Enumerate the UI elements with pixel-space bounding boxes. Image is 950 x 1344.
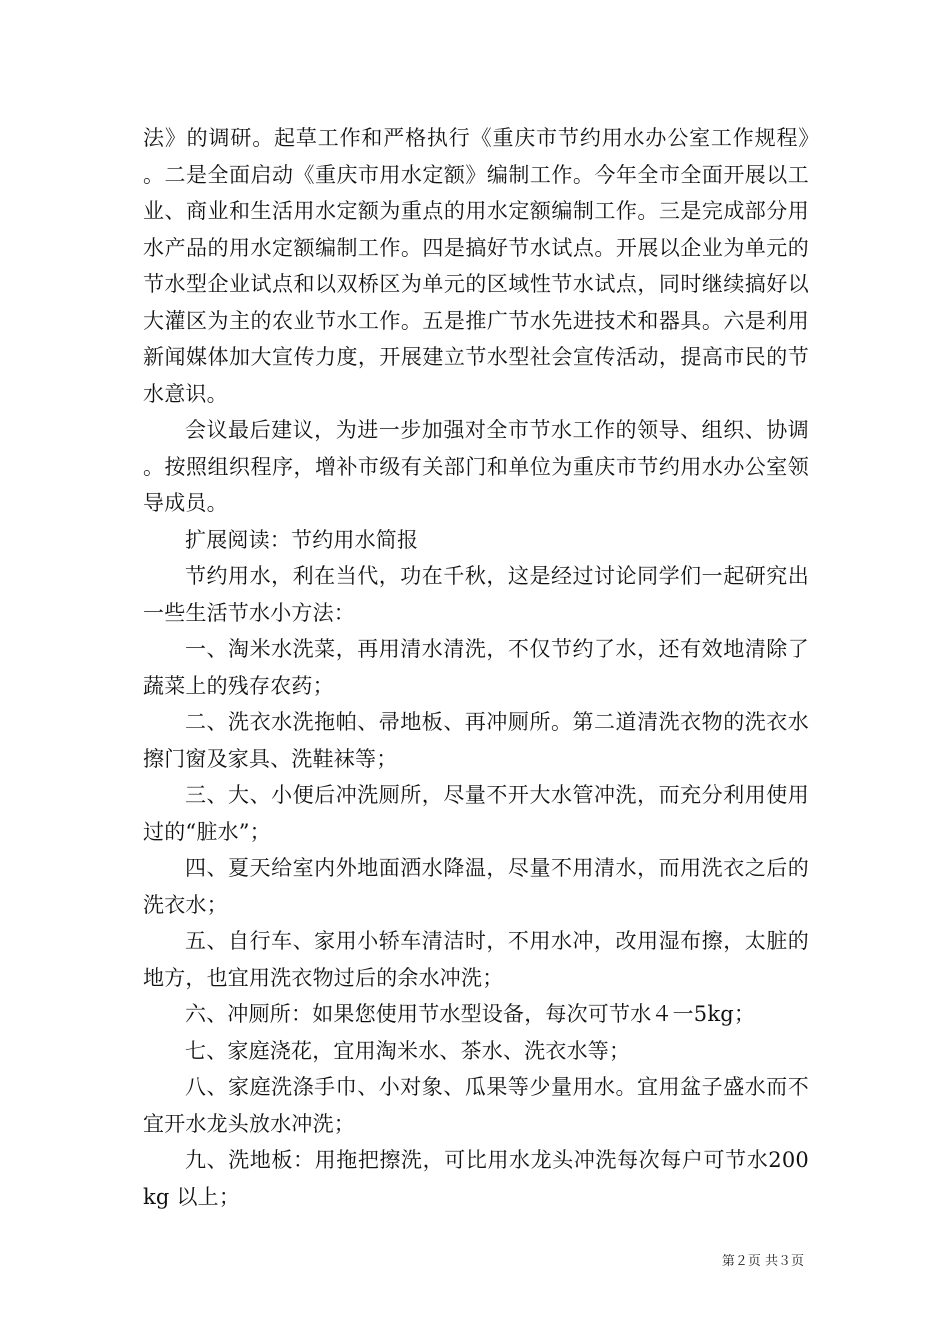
- list-item-4: 四、夏天给室内外地面洒水降温，尽量不用清水，而用洗衣之后的洗衣水；: [143, 856, 809, 917]
- list-item-8: 八、家庭洗涤手巾、小对象、瓜果等少量用水。宜用盆子盛水而不宜开水龙头放水冲洗；: [143, 1075, 809, 1136]
- page-number-footer: 第２页 共３页: [721, 1254, 804, 1269]
- paragraph-meeting-suggestion: 会议最后建议，为进一步加强对全市节水工作的领导、组织、协调。按照组织程序，增补市级有关部门和单位为重庆市节约用水办公室领导成员。: [143, 418, 809, 515]
- list-item-7: 七、家庭浇花，宜用淘米水、茶水、洗衣水等；: [185, 1038, 631, 1063]
- list-item-5: 五、自行车、家用小轿车清洁时，不用水冲，改用湿布擦，太脏的地方，也宜用洗衣物过后的余水冲洗；: [143, 929, 809, 990]
- document-body: [143, 120, 809, 1215]
- list-item-1: 一、淘米水洗菜，再用清水清洗，不仅节约了水，还有效地清除了蔬菜上的残存农药；: [143, 637, 809, 698]
- list-item-3: 三、大、小便后冲洗厕所，尽量不开大水管冲洗，而充分利用使用过的“脏水”；: [143, 783, 809, 844]
- list-item-9: 九、洗地板：用拖把擦洗，可比用水龙头冲洗每次每户可节水200kg 以上；: [143, 1148, 809, 1209]
- paragraph-extended-reading-title: 扩展阅读：节约用水简报: [185, 527, 419, 552]
- paragraph-continuation: 法》的调研。起草工作和严格执行《重庆市节约用水办公室工作规程》。二是全面启动《重庆市用水定额》编制工作。今年全市全面开展以工业、商业和生活用水定额为重点的用水定额编制工作。三是完成部分用水产品的用水定额编制工作。四是搞好节水试点。开展以企业为单元的节水型企业试点和以双桥区为单元的区域性节水试点，同时继续搞好以大灌区为主的农业节水工作。五是推广节水先进技术和器具。六是利用新闻媒体加大宣传力度，开展建立节水型社会宣传活动，提高市民的节水意识。: [143, 126, 809, 406]
- list-item-2: 二、洗衣水洗拖帕、帚地板、再冲厕所。第二道清洗衣物的洗衣水擦门窗及家具、洗鞋袜等；: [143, 710, 809, 771]
- list-item-6: 六、冲厕所：如果您使用节水型设备，每次可节水４一5kg；: [185, 1002, 756, 1026]
- paragraph-intro: 节约用水，利在当代，功在千秋，这是经过讨论同学们一起研究出一些生活节水小方法：: [143, 564, 809, 625]
